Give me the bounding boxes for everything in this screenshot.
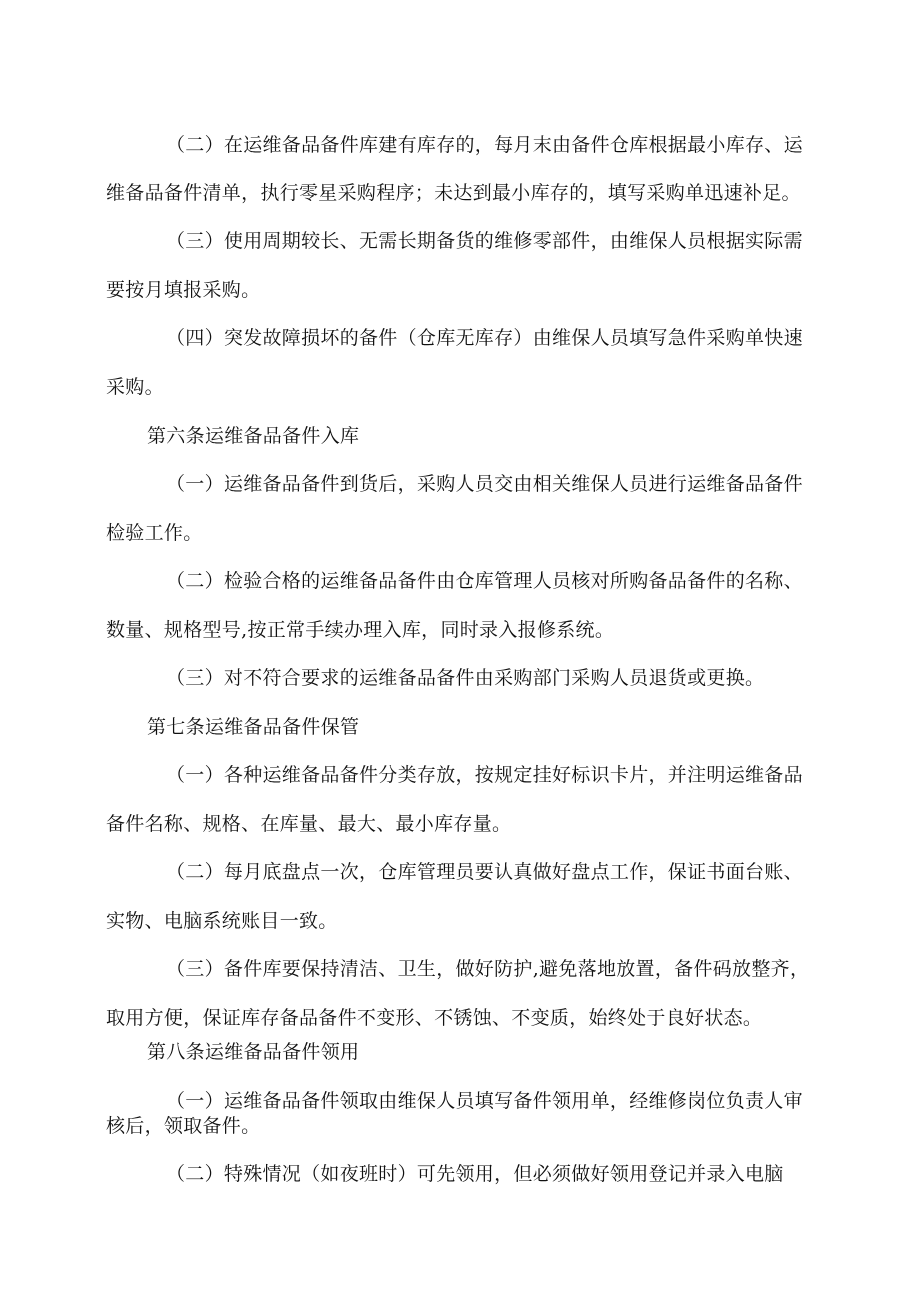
paragraph-line: （三）使用周期较长、无需长期备货的维修零部件，由维保人员根据实际需 [166, 230, 803, 252]
paragraph-line: （三）对不符合要求的运维备品备件由采购部门采购人员退货或更换。 [166, 667, 765, 689]
paragraph-line: （二）在运维备品备件库建有库存的，每月末由备件仓库根据最小库存、运 [166, 134, 803, 156]
section-heading: 第七条运维备品备件保管 [147, 716, 360, 738]
paragraph-line: （四）突发故障损坏的备件（仓库无库存）由维保人员填写急件采购单快速 [166, 327, 803, 349]
paragraph-line: 检验工作。 [106, 522, 203, 544]
section-heading: 第八条运维备品备件领用 [147, 1041, 360, 1063]
paragraph-line: 核后，领取备件。 [106, 1115, 261, 1137]
paragraph-line: 维备品备件清单，执行零星采购程序；未达到最小库存的，填写采购单迅速补足。 [106, 182, 801, 204]
paragraph-line: （二）每月底盘点一次，仓库管理员要认真做好盘点工作，保证书面台账、 [166, 861, 803, 883]
paragraph-line: 要按月填报采购。 [106, 279, 261, 301]
paragraph-line: 备件名称、规格、在库量、最大、最小库存量。 [106, 813, 512, 835]
section-heading: 第六条运维备品备件入库 [147, 425, 360, 447]
paragraph-line: （二）检验合格的运维备品备件由仓库管理人员核对所购备品备件的名称、 [166, 570, 803, 592]
paragraph-line: 采购。 [106, 376, 164, 398]
paragraph-line: （三）备件库要保持清洁、卫生，做好防护,避免落地放置，备件码放整齐， [166, 958, 810, 980]
paragraph-line: 取用方便，保证库存备品备件不变形、不锈蚀、不变质，始终处于良好状态。 [106, 1007, 763, 1029]
paragraph-line: 实物、电脑系统账目一致。 [106, 910, 338, 932]
paragraph-line: （一）运维备品备件领取由维保人员填写备件领用单，经维修岗位负责人审 [166, 1090, 803, 1112]
paragraph-line: （一）各种运维备品备件分类存放，按规定挂好标识卡片，并注明运维备品 [166, 764, 803, 786]
paragraph-line: （一）运维备品备件到货后，采购人员交由相关维保人员进行运维备品备件 [166, 473, 803, 495]
paragraph-line: 数量、规格型号,按正常手续办理入库，同时录入报修系统。 [106, 619, 615, 641]
paragraph-line: （二）特殊情况（如夜班时）可先领用，但必须做好领用登记并录入电脑 [166, 1163, 784, 1185]
